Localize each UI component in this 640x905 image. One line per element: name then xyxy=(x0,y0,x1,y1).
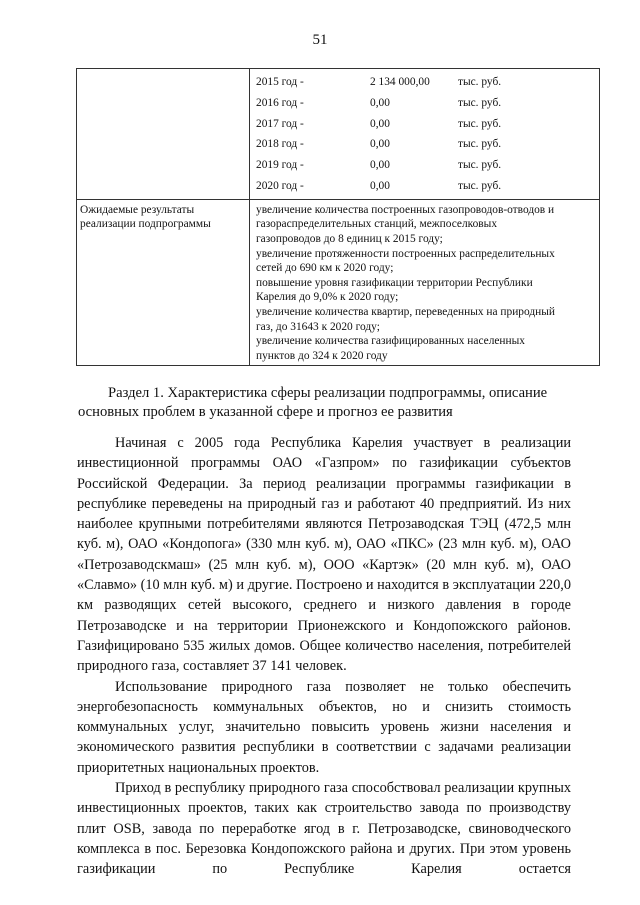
funding-value: 0,00 xyxy=(370,138,390,151)
funding-row xyxy=(256,72,595,93)
funding-table-row xyxy=(77,69,600,200)
results-line: увеличение протяженности построенных распределительных xyxy=(256,247,555,260)
funding-value: 2 134 000,00 xyxy=(370,76,430,89)
funding-row xyxy=(256,134,595,155)
funding-year: 2017 год - xyxy=(256,117,304,130)
subprogram-passport-table xyxy=(76,68,600,366)
paragraph: Приход в республику природного газа способствовал реализации крупных инвестиционных проектов, таких как строительство завода по производству плит OSB, завода по переработке ягод в г. Петрозаводске, свиноводческого комплекса в пос. Березовка Кондопожского района и других. При этом уровень газификации по Республике Карелия остается xyxy=(77,780,571,878)
funding-unit: тыс. руб. xyxy=(458,180,502,193)
funding-row xyxy=(256,155,595,176)
results-line: повышение уровня газификации территории Республики xyxy=(256,276,533,289)
results-label-cell xyxy=(77,199,250,366)
results-text-cell xyxy=(250,199,600,366)
empty-label-cell xyxy=(77,69,250,200)
paragraph: Начиная с 2005 года Республика Карелия участвует в реализации инвестиционной программы ОАО «Газпром» по газификации субъектов Российской Федерации. За период реализации программы газификации в республике переведены на природный газ и работают 40 предприятий. Из них наиболее крупными потребителями являются Петрозаводская ТЭЦ (472,5 млн куб. м), ОАО «Кондопога» (330 млн куб. м), ОАО «ПКС» (23 млн куб. м), ОАО «Петрозаводскмаш» (25 млн куб. м), ООО «Картэк» (20 млн куб. м), ОАО «Славмо» (10 млн куб. м) и другие. Построено и находится в эксплуатации 220,0 км разводящих сетей высокого, среднего и низкого давления в городе Петрозаводске и на территории Прионежского и Кондопожского районов. Газифицировано 535 жилых домов. Общее количество населения, потребителей природного газа, составляет 37 141 человек. xyxy=(77,435,571,675)
section-title-line: основных проблем в указанной сфере и прогноз ее развития xyxy=(78,404,453,420)
funding-row xyxy=(256,93,595,114)
results-line: увеличение количества построенных газопроводов-отводов и xyxy=(256,203,555,216)
funding-unit: тыс. руб. xyxy=(458,76,502,89)
section-title xyxy=(78,384,608,422)
funding-cell xyxy=(250,69,600,200)
funding-year: 2015 год - xyxy=(256,76,304,89)
funding-year: 2018 год - xyxy=(256,138,304,151)
funding-value: 0,00 xyxy=(370,159,390,172)
page-number: 51 xyxy=(312,32,328,48)
results-label-line: реализации подпрограммы xyxy=(80,218,211,231)
funding-value: 0,00 xyxy=(370,96,390,109)
funding-unit: тыс. руб. xyxy=(458,138,502,151)
body-text xyxy=(77,433,571,880)
results-label-line: Ожидаемые результаты xyxy=(80,203,195,216)
funding-unit: тыс. руб. xyxy=(458,159,502,172)
results-line: увеличение количества квартир, переведенных на природный xyxy=(256,305,556,318)
section-title-line: Раздел 1. Характеристика сферы реализации подпрограммы, описание xyxy=(108,385,548,401)
funding-value: 0,00 xyxy=(370,180,390,193)
results-table-row xyxy=(77,199,600,366)
funding-year: 2019 год - xyxy=(256,159,304,172)
funding-row xyxy=(256,176,595,197)
results-line: газораспределительных станций, межпоселковых xyxy=(256,218,498,231)
funding-year: 2016 год - xyxy=(256,96,304,109)
funding-value: 0,00 xyxy=(370,117,390,130)
paragraph: Использование природного газа позволяет не только обеспечить энергобезопасность коммунальных объектов, но и снизить стоимость коммунальных услуг, значительно повысить уровень жизни населения и экономического развития республики в соответствии с задачами реализации приоритетных национальных проектов. xyxy=(77,678,571,776)
results-line: газопроводов до 8 единиц к 2015 году; xyxy=(256,232,443,245)
funding-unit: тыс. руб. xyxy=(458,117,502,130)
results-line: Карелия до 9,0% к 2020 году; xyxy=(256,291,399,304)
results-line: сетей до 690 км к 2020 году; xyxy=(256,262,394,275)
funding-row xyxy=(256,114,595,135)
results-line: пунктов до 324 к 2020 году xyxy=(256,349,388,362)
funding-year: 2020 год - xyxy=(256,180,304,193)
results-line: газ, до 31643 к 2020 году; xyxy=(256,320,380,333)
funding-unit: тыс. руб. xyxy=(458,96,502,109)
results-line: увеличение количества газифицированных населенных xyxy=(256,335,525,348)
